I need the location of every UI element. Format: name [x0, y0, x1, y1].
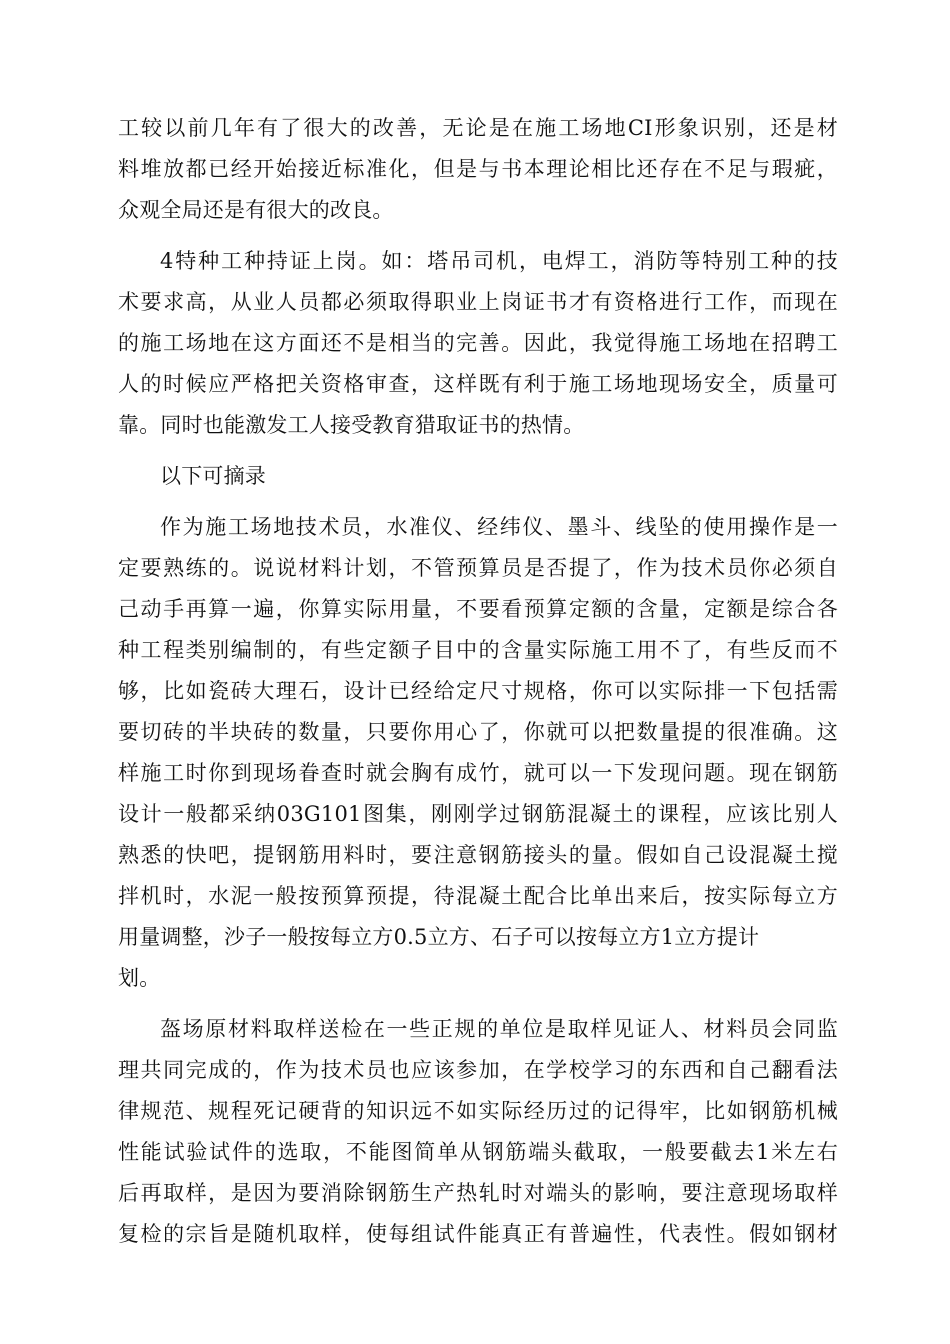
paragraph-5-line-6: 复检的宗旨是随机取样，使每组试件能真正有普遍性，代表性。假如钢材	[118, 1222, 838, 1246]
paragraph-2-line-4: 人的时候应严格把关资格审查，这样既有利于施工场地现场安全，质量可	[118, 372, 838, 396]
paragraph-5-line-1: 盔场原材料取样送检在一些正规的单位是取样见证人、材料员会同监	[160, 1017, 838, 1041]
paragraph-2-line-2: 术要求高，从业人员都必须取得职业上岗证书才有资格进行工作，而现在	[118, 290, 838, 314]
paragraph-4-line-11: 用量调整，沙子一般按每立方0.5立方、石子可以按每立方1立方提计	[118, 925, 760, 949]
paragraph-4-line-3: 己动手再算一遍，你算实际用量，不要看预算定额的含量，定额是综合各	[118, 597, 838, 621]
paragraph-5-line-4: 性能试验试件的选取，不能图简单从钢筋端头截取，一般要截去1米左右	[118, 1140, 838, 1164]
paragraph-4-line-4: 种工程类别编制的，有些定额子目中的含量实际施工用不了，有些反而不	[118, 638, 838, 662]
paragraph-4-line-1: 作为施工场地技术员，水准仪、经纬仪、墨斗、线坠的使用操作是一	[160, 515, 838, 539]
paragraph-1-line-2: 料堆放都已经开始接近标准化，但是与书本理论相比还存在不足与瑕疵，	[118, 157, 838, 181]
paragraph-1-line-3: 众观全局还是有很大的改良。	[118, 198, 394, 222]
paragraph-4-line-9: 熟悉的快吧，提钢筋用料时，要注意钢筋接头的量。假如自己设混凝土搅	[118, 843, 838, 867]
paragraph-5-line-5: 后再取样，是因为要消除钢筋生产热轧时对端头的影响，要注意现场取样	[118, 1181, 838, 1205]
paragraph-2-line-5: 靠。同时也能激发工人接受教育猎取证书的热情。	[118, 413, 585, 437]
paragraph-4-line-5: 够，比如瓷砖大理石，设计已经给定尺寸规格，你可以实际排一下包括需	[118, 679, 838, 703]
paragraph-5-line-2: 理共同完成的，作为技术员也应该参加，在学校学习的东西和自己翻看法	[118, 1058, 838, 1082]
paragraph-5-line-3: 律规范、规程死记硬背的知识远不如实际经历过的记得牢，比如钢筋机械	[118, 1099, 838, 1123]
paragraph-4-line-12: 划。	[118, 966, 161, 990]
paragraph-4-line-6: 要切砖的半块砖的数量，只要你用心了，你就可以把数量提的很准确。这	[118, 720, 838, 744]
paragraph-3-line-1: 以下可摘录	[160, 464, 266, 488]
paragraph-4-line-7: 样施工时你到现场眷查时就会胸有成竹，就可以一下发现问题。现在钢筋	[118, 761, 838, 785]
paragraph-1-line-1: 工较以前几年有了很大的改善，无论是在施工场地CI形象识别，还是材	[118, 116, 838, 140]
paragraph-4-line-10: 拌机时，水泥一般按预算预提，待混凝土配合比单出来后，按实际每立方	[118, 884, 838, 908]
paragraph-2-line-3: 的施工场地在这方面还不是相当的完善。因此，我觉得施工场地在招聘工	[118, 331, 838, 355]
paragraph-4-line-8: 设计一般都采纳03G101图集，刚刚学过钢筋混凝土的课程，应该比别人	[118, 802, 838, 826]
paragraph-2-line-1: 4特种工种持证上岗。如：塔吊司机，电焊工，消防等特别工种的技	[160, 249, 838, 273]
paragraph-4-line-2: 定要熟练的。说说材料计划，不管预算员是否提了，作为技术员你必须自	[118, 556, 838, 580]
